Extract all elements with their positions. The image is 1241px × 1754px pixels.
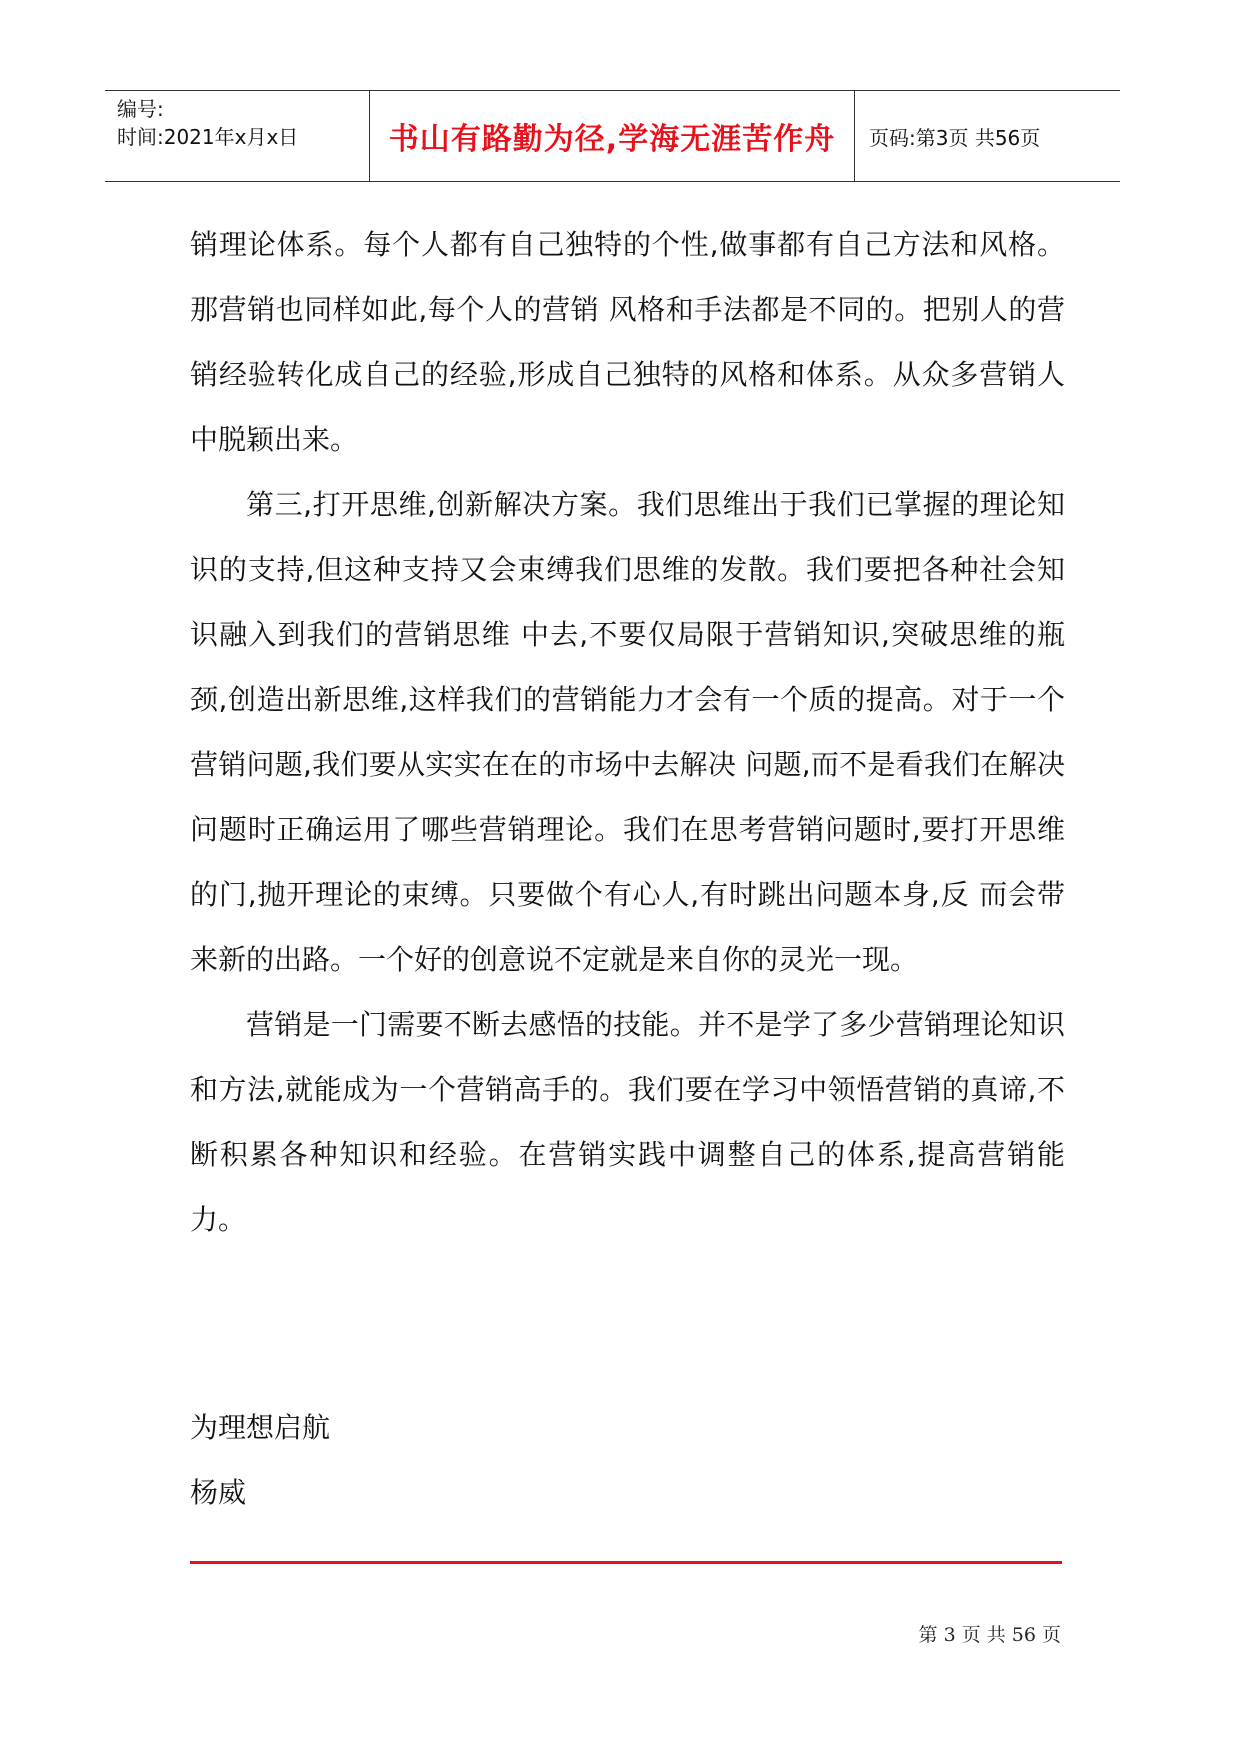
header-meta xyxy=(105,91,370,181)
paragraph-2: 第三,打开思维,创新解决方案。我们思维出于我们已掌握的理论知识的支持,但这种支持又会束缚我们思维的发散。我们要把各种社会知识融入到我们的营销思维 中去,不要仅局限于营销知识,突破思维的瓶颈,创造出新思维,这样我们的营销能力才会有一个质的提高。对于一个营销问题,我们要从实实在在的市场中去解决 问题,而不是看我们在解决问题时正确运用了哪些营销理论。我们在思考营销问题时,要打开思维的门,抛开理论的束缚。只要做个有心人,有时跳出问题本身,反 而会带来新的出路。一个好的创意说不定就是来自你的灵光一现。 xyxy=(190,488,1065,976)
header-page-code: 页码:第3页 共56页 xyxy=(869,125,1041,150)
closing-line-2: 杨威 xyxy=(190,1476,247,1509)
paragraph-3: 营销是一门需要不断去感悟的技能。并不是学了多少营销理论知识和方法,就能成为一个营销高手的。我们要在学习中领悟营销的真谛,不断积累各种知识和经验。在营销实践中调整自己的体系,提高营销能力。 xyxy=(190,1008,1065,1236)
document-header xyxy=(105,90,1120,182)
serial-label: 编号: xyxy=(117,97,164,121)
header-motto: 书山有路勤为径,学海无涯苦作舟 xyxy=(370,91,855,181)
closing-block xyxy=(190,1395,330,1525)
paragraph-1: 销理论体系。每个人都有自己独特的个性,做事都有自己方法和风格。那营销也同样如此,每个人的营销 风格和手法都是不同的。把别人的营销经验转化成自己的经验,形成自己独特的风格和体系。从众多营销人中脱颖出来。 xyxy=(190,228,1065,456)
time-label: 时间:2021年x月x日 xyxy=(117,125,299,149)
page-footer: 第 3 页 共 56 页 xyxy=(918,1624,1061,1646)
closing-line-1: 为理想启航 xyxy=(190,1411,331,1444)
body-text xyxy=(190,212,1065,1252)
red-divider xyxy=(190,1561,1062,1564)
